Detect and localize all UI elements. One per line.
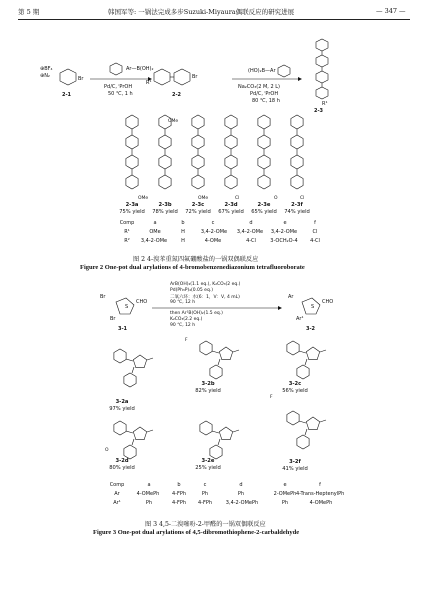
fig3-cond-1: ArB(OH)₂(1.1 eq.), K₂CO₃(2 eq.) [170,282,241,287]
p3-d-aryl-1 [114,421,126,435]
p3-a-bond-1 [126,359,133,361]
ring-2-3-3 [316,71,328,83]
table3-r1-b: 4-FPh [171,491,187,497]
p3-e-bond-cho [233,430,239,432]
fig3-br-bottom: Br [110,316,116,322]
page-number: — 347 — [376,7,406,15]
r1-2-3: R¹ [322,101,328,107]
p2-c-ring-1 [192,115,204,129]
p3-a-bond-2 [132,367,134,373]
table2-r2-c: 4-OMe [204,238,222,244]
p3-e-aryl-2 [210,445,222,459]
table3-header-comp: Comp [109,482,125,488]
product-yield-3-2f: 41% yield [282,466,308,472]
table3-r2-d: 3,4-2-OMePh [225,500,259,506]
product-label-2-3a: 2-3a [125,202,139,208]
product-label-3-2c: 3-2c [288,381,302,387]
product-yield-3-2b: 82% yield [195,388,221,394]
table3-r1-a: 4-OMePh [136,491,160,497]
product-yield-2-3e: 65% yield [251,209,277,215]
br-2-2: Br [192,74,198,80]
figure3-caption-en: Figure 3 One-pot dual arylations of 4,5-dibromothiophene-2-carbaldehyde [93,529,300,536]
ring-2-3-4 [316,87,328,99]
product-label-2-3d: 2-3d [224,202,238,208]
product-label-3-2a: 3-2a [115,399,129,405]
table3-r2-e: Ph [281,500,289,506]
label-3-2: 3-2 [306,326,316,332]
table2-r1-d: 3,4-2-OMe [236,229,264,235]
product-yield-3-2d: 80% yield [109,465,135,471]
p2-b-ring-3 [159,155,171,169]
sub-2-3f-cl: Cl [300,196,305,201]
p3-f-bond-2 [305,429,307,435]
table2-header-c: c [211,220,215,226]
table2-r1-a: OMe [149,229,161,235]
table2-r1-label: R¹ [124,229,130,235]
p3-a-aryl-2 [124,373,136,387]
p2-f-ring-3 [291,155,303,169]
product-yield-2-3c: 72% yield [185,209,211,215]
table3-header-b: b [177,482,181,488]
p3-a-aryl-1 [114,349,126,363]
p3-c-bond-cho [320,350,326,352]
p2-c-ring-4 [192,175,204,189]
ring-2-3-1 [316,39,328,51]
table2-r2-e: 3-OCH₂O-4 [270,238,298,244]
sub-2-3d-cl: Cl [235,196,240,201]
product-yield-2-3f: 74% yield [284,209,310,215]
step2-line1: Na₂CO₃(2 M, 2 L) [238,84,280,90]
p3-a-thiophene [133,355,146,368]
product-label-3-2f: 3-2f [289,459,301,465]
table3-r2-a: Ph [145,500,153,506]
table2-r2-label: R² [124,238,130,244]
step2-line3: 80 ℃, 18 h [252,98,280,104]
table3-header-c: c [203,482,207,488]
p3-d-bond-cho [147,430,153,432]
fig3-ar1: Ar¹ [296,316,304,322]
table2-header-d: d [249,220,253,226]
p3-e-aryl-1 [200,421,212,435]
p3-b-bond-2 [218,359,220,365]
fig3-cho-start: CHO [136,299,148,305]
fig3-s-product: S [311,304,315,310]
fig3-sub-o-d: O [105,448,109,453]
table3-r1-f: 4-Trans-HeptenylPh [296,491,345,497]
figure2-scheme [0,0,427,120]
table3-r1-d: Ph [237,491,245,497]
table3-header-a: a [147,482,151,488]
p3-e-bond-2 [218,439,220,445]
product-label-3-2d: 3-2d [115,458,129,464]
p2-a-ring-2 [126,135,138,149]
figure2-products [0,108,427,238]
p2-a-ring-1 [126,115,138,129]
p2-f-ring-4 [291,175,303,189]
table2-r1-f: Cl [312,229,318,235]
product-yield-2-3b: 78% yield [152,209,178,215]
running-title: 韩国军等: 一锅法完成多步Suzuki-Miyaura偶联反应的研究进展 [108,8,295,16]
product-label-2-3f: 2-3f [291,202,303,208]
sub-2-3c-ome: OMe [198,196,209,201]
p2-e-ring-4 [258,175,270,189]
table2-header-f: f [314,220,316,226]
ring-reagent-1 [110,63,122,75]
table2-r2-a: 3,4-2-OMe [140,238,168,244]
table2-r2-f: 4-Cl [310,238,320,244]
p3-b-aryl-1 [200,341,212,355]
product-label-2-3e: 2-3e [257,202,271,208]
product-yield-2-3a: 75% yield [119,209,145,215]
p3-f-bond-cho [320,420,326,422]
step1-line2: 50 ℃, 1 h [108,91,133,97]
p3-b-bond-1 [212,351,219,353]
product-label-3-2e: 3-2e [201,458,215,464]
fig3-cond-3: 二氧六环：水(6：1，V：V, 4 mL) [170,295,240,300]
p2-e-ring-2 [258,135,270,149]
table2-r2-b: H [181,238,185,244]
p3-f-thiophene [306,417,319,430]
table3-r2-label: Ar¹ [113,500,121,506]
p3-d-bond-1 [126,431,133,433]
table2-r1-c: 3,4-2-OMe [200,229,228,235]
p3-c-thiophene [306,347,319,360]
sub-2-3e-o: O [274,196,278,201]
p2-a-ring-4 [126,175,138,189]
table2-r1-e: 3,4-2-OMe [270,229,298,235]
figure2-caption-cn: 图 2 4-溴苯重氮四氟硼酸盐的一锅双偶联反应 [133,256,259,263]
product-yield-3-2e: 25% yield [195,465,221,471]
ring-2-2a [154,69,170,85]
p3-f-aryl-2 [297,435,309,449]
p2-b-ring-4 [159,175,171,189]
r1-2-2: R¹ [146,80,152,86]
p3-e-bond-1 [212,431,219,433]
fig3-sub-f-c: F [270,395,273,400]
table2-r1-b: H [181,229,185,235]
product-label-2-3c: 2-3c [191,202,205,208]
p2-b-ring-2 [159,135,171,149]
p3-c-aryl-1 [287,341,299,355]
start-group-n2: ⊕N₂ [40,73,50,79]
fig3-sub-f-b: F [185,338,188,343]
table3-r1-label: Ar [114,491,120,497]
p3-c-bond-2 [305,359,307,365]
fig3-cond-6: K₂CO₃(2.2 eq.) [170,317,203,322]
table2-r2-d: 4-Cl [246,238,256,244]
sub-2-3a-ome: OMe [138,196,149,201]
start-group-bf4: ⊕BF₄ [40,66,53,72]
issue-number: 第 5 期 [18,8,40,16]
product-yield-3-2a: 97% yield [109,406,135,412]
p2-c-ring-2 [192,135,204,149]
fig3-cond-5: then Ar¹B(OH)₂(1.5 eq.) [170,311,223,316]
ring-reagent-2 [278,65,290,77]
p3-f-bond-1 [299,421,306,423]
p2-c-ring-3 [192,155,204,169]
p2-d-ring-1 [225,115,237,129]
p2-a-ring-3 [126,155,138,169]
p2-e-ring-1 [258,115,270,129]
product-label-3-2b: 3-2b [201,381,215,387]
p3-d-bond-2 [132,439,134,445]
p3-f-aryl-1 [287,411,299,425]
p3-c-aryl-2 [297,365,309,379]
table3-r2-f: 4-OMePh [309,500,333,506]
fig3-cond-4: 90 ℃, 12 h [170,300,196,305]
step2-line2: Pd/C, ⁱPrOH [250,91,279,97]
table3-r1-e: 2-OMePh [273,491,297,497]
p3-b-thiophene [219,347,232,360]
p2-d-ring-3 [225,155,237,169]
ring-2-1 [60,69,76,85]
table3-header-e: e [283,482,287,488]
figure3-caption-cn: 图 3 4,5-二溴噻吩-2-甲醛的一锅双偶联反应 [145,521,266,528]
table3-header-d: d [239,482,243,488]
table3-r1-c: Ph [201,491,209,497]
p3-d-thiophene [133,427,146,440]
p2-f-ring-2 [291,135,303,149]
fig3-ar: Ar [288,294,294,300]
p2-d-ring-2 [225,135,237,149]
p3-b-aryl-2 [210,365,222,379]
p3-c-bond-1 [299,351,306,353]
start-sub-br: Br [78,76,84,82]
label-2-3: 2-3 [314,108,324,114]
table2-header-e: e [283,220,287,226]
ring-2-3-2 [316,55,328,67]
p3-a-bond-cho [147,358,153,360]
p3-d-aryl-2 [124,445,136,459]
table3-r2-b: 4-FPh [171,500,187,506]
label-2-1: 2-1 [62,92,72,98]
table2-header-comp: Comp [119,220,135,226]
step1-line1: Pd/C, ⁱPrOH [104,84,133,90]
sub-2-3b-ome: OMe [168,119,179,124]
step2-reagent: (HO)₂B—Ar [248,68,276,74]
p2-e-ring-3 [258,155,270,169]
ring-2-2b [174,69,190,85]
p2-d-ring-4 [225,175,237,189]
fig3-cond-7: 90 ℃, 12 h [170,323,196,328]
p3-b-bond-cho [233,350,239,352]
label-2-2: 2-2 [172,92,182,98]
fig3-s-start: S [125,304,129,310]
table3-r2-c: 4-FPh [197,500,213,506]
table3-header-f: f [319,482,321,488]
fig3-cond-2: Pd(Ph₃P)₄(0.05 eq.) [170,288,213,293]
product-label-2-3b: 2-3b [158,202,172,208]
p2-f-ring-1 [291,115,303,129]
product-yield-2-3d: 67% yield [218,209,244,215]
product-yield-3-2c: 56% yield [282,388,308,394]
figure2-caption-en: Figure 2 One-pot dual arylations of 4-bromobenzenediazonium tetrafluoroborate [80,264,305,271]
p3-e-thiophene [219,427,232,440]
fig3-cho-product: CHO [322,299,334,305]
table2-header-a: a [153,220,157,226]
label-3-1: 3-1 [118,326,128,332]
step1-reagent: Ar—B(OH)₂ [126,66,154,72]
table2-header-b: b [181,220,185,226]
fig3-br-top: Br [100,294,106,300]
